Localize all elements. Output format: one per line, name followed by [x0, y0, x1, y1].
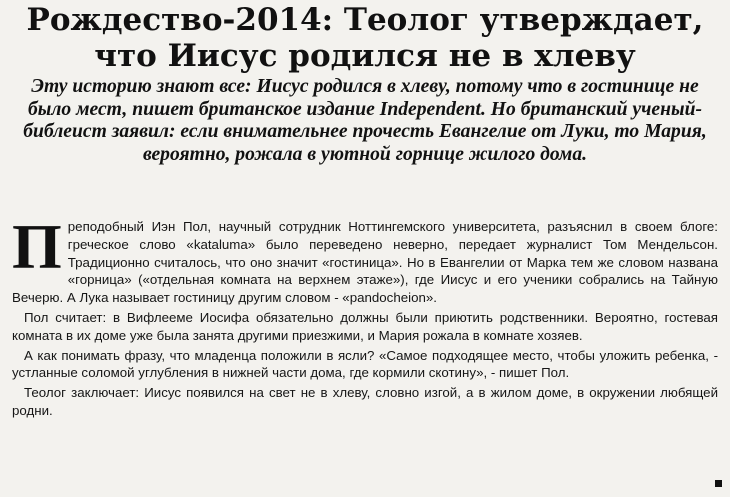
article-body	[12, 211, 718, 420]
article-paragraph-4: Теолог заключает: Иисус появился на свет не в хлеву, словно изгой, а в жилом доме, в окружении любящей родни.	[12, 385, 718, 418]
headline-line-2: что Иисус родился не в хлеву	[94, 38, 636, 74]
article-lead: Эту историю знают все: Иисус родился в хлеву, потому что в гостинице не было мест, пишет британское издание Independent. Но британский ученый-библеист заявил: если внимательнее прочесть Евангелие от Луки, то Мария, вероятно, рожала в уютной горнице жилого дома.	[23, 76, 707, 165]
paragraph-1-text: реподобный Иэн Пол, научный сотрудник Ноттингемского университета, разъяснил в своем блоге: греческое слово «kataluma» было переведено неверно, передает журналист Том Мендельсон. Традиционно считалось, что оно значит «гостиница». Но в Евангелии от Марка тем же словом названа «горница» («отдельная комната на верхнем этаже»), где Иисус и его ученики собрались на Тайную Вечерю. А Лука называет гостиницу другим словом - «pandocheion».	[12, 219, 718, 306]
article-paragraph-1	[12, 211, 718, 307]
end-of-article-square-icon	[715, 480, 722, 487]
article-paragraph-3: А как понимать фразу, что младенца положили в ясли? «Самое подходящее место, чтобы уложить ребенка, - устланные соломой углубления в нижней части дома, где кормили скотину», - пишет Пол.	[12, 347, 718, 381]
article-paragraph-2: Пол считает: в Вифлееме Иосифа обязательно должны были приютить родственники. Вероятно, гостевая комната в их доме уже была занята другими приезжими, и Мария рожала в комнате хозяев.	[12, 309, 718, 343]
article-headline	[0, 0, 730, 74]
headline-line-1: Рождество-2014: Теолог утверждает,	[26, 2, 704, 38]
drop-cap-letter: П	[12, 211, 62, 282]
